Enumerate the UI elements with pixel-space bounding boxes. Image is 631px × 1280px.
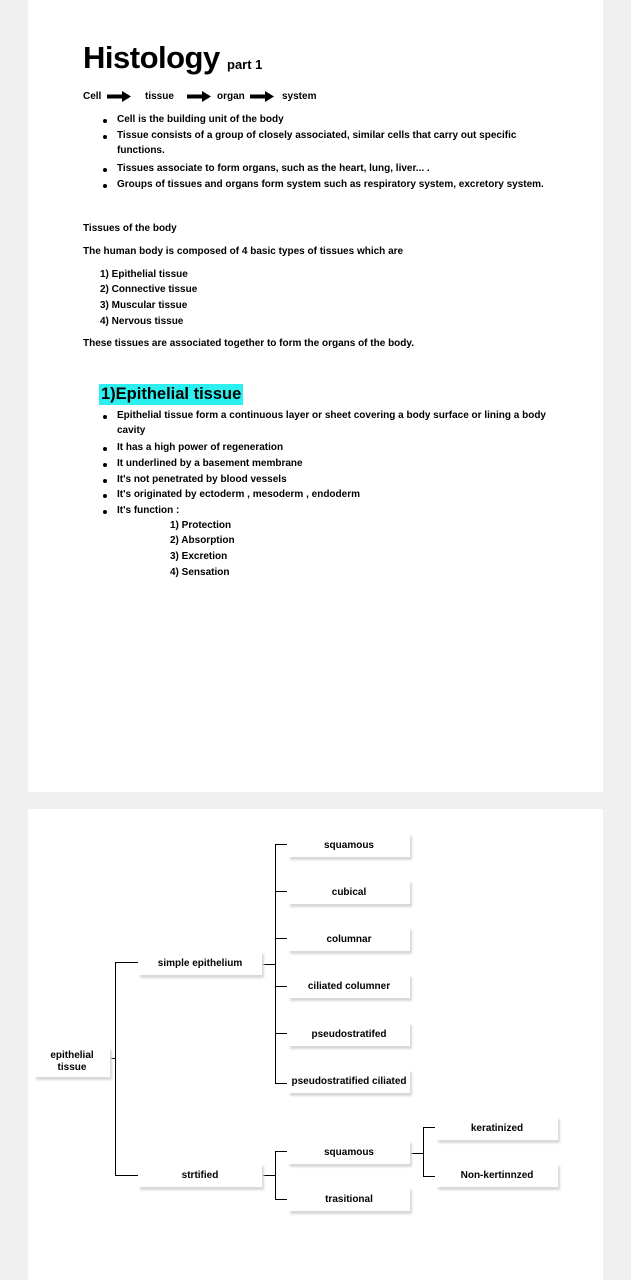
node-label: cubical — [331, 886, 367, 898]
epithelial-bullet: It's not penetrated by blood vessels — [117, 474, 287, 485]
bullet-icon — [103, 510, 107, 514]
flow-tissue: tissue — [145, 91, 174, 102]
bullet-icon — [103, 168, 107, 172]
connector-line — [275, 1151, 287, 1152]
function-item: 4) Sensation — [170, 567, 230, 578]
function-item: 3) Excretion — [170, 551, 228, 562]
connector-line — [275, 986, 287, 987]
epithelial-bullet-continued: cavity — [117, 425, 146, 436]
tissues-intro: The human body is composed of 4 basic types of tissues which are — [83, 246, 404, 257]
connector-line — [275, 844, 276, 1084]
bullet-icon — [103, 447, 107, 451]
simple-type-node — [288, 880, 410, 904]
epithelial-bullet: It has a high power of regeneration — [117, 442, 284, 453]
intro-bullet: Tissue consists of a group of closely associated, similar cells that carry out specific — [117, 130, 517, 141]
connector-line — [423, 1176, 435, 1177]
node-label: squamous — [323, 839, 374, 851]
tissues-heading: Tissues of the body — [83, 223, 177, 234]
node-label: epithelial tissue — [50, 1050, 94, 1073]
arrow-right-icon — [107, 91, 131, 102]
node-label: squamous — [323, 1146, 374, 1158]
intro-bullet-continued: functions. — [117, 145, 165, 156]
connector-line — [275, 1151, 276, 1199]
simple-type-node — [288, 974, 410, 998]
node-label: pseudostratifed — [311, 1028, 387, 1040]
connector-line — [275, 891, 287, 892]
tissue-type-item: 3) Muscular tissue — [100, 300, 188, 311]
node-label: simple epithelium — [157, 957, 243, 969]
function-item: 2) Absorption — [170, 535, 235, 546]
bullet-icon — [103, 479, 107, 483]
simple-type-node — [288, 833, 410, 857]
epithelial-heading: 1)Epithelial tissue — [101, 385, 242, 403]
connector-line — [275, 938, 287, 939]
stratified-type-node — [288, 1187, 410, 1211]
tissue-type-item: 2) Connective tissue — [100, 284, 198, 295]
simple-type-node — [288, 1022, 410, 1046]
simple-type-node — [288, 927, 410, 951]
bullet-icon — [103, 463, 107, 467]
connector-line — [275, 1199, 287, 1200]
connector-line — [115, 1175, 138, 1176]
flow-system: system — [282, 91, 317, 102]
diagram-root-node — [34, 1047, 110, 1077]
epithelial-bullet: It's function : — [117, 505, 180, 516]
tissue-type-item: 4) Nervous tissue — [100, 316, 184, 327]
epithelial-bullet: It underlined by a basement membrane — [117, 458, 303, 469]
document-page-1 — [28, 0, 603, 792]
connector-line — [263, 1175, 275, 1176]
connector-line — [275, 844, 287, 845]
page-title: Histology — [83, 40, 220, 75]
connector-line — [423, 1127, 435, 1128]
flow-organ: organ — [217, 91, 245, 102]
node-label: strtified — [181, 1169, 219, 1181]
flow-cell: Cell — [83, 91, 102, 102]
arrow-right-icon — [250, 91, 274, 102]
simple-type-node — [288, 1069, 410, 1093]
squamous-type-node — [436, 1116, 558, 1140]
connector-line — [115, 962, 138, 963]
tissues-summary: These tissues are associated together to form the organs of the body. — [83, 338, 414, 349]
node-label: pseudostratified ciliated — [291, 1075, 407, 1087]
title-part: part 1 — [227, 57, 263, 72]
stratified-node — [138, 1163, 262, 1187]
document-page-2 — [28, 809, 603, 1280]
bullet-icon — [103, 415, 107, 419]
intro-bullet: Tissues associate to form organs, such as the heart, lung, liver... . — [117, 163, 430, 174]
node-label: keratinized — [470, 1122, 524, 1134]
arrow-right-icon — [187, 91, 211, 102]
connector-line — [263, 964, 275, 965]
bullet-icon — [103, 119, 107, 123]
connector-line — [411, 1153, 423, 1154]
intro-bullet: Cell is the building unit of the body — [117, 114, 284, 125]
bullet-icon — [103, 135, 107, 139]
connector-line — [115, 962, 116, 1176]
bullet-icon — [103, 184, 107, 188]
squamous-type-node — [436, 1163, 558, 1187]
stratified-type-node — [288, 1140, 410, 1164]
node-label: trasitional — [325, 1193, 373, 1205]
function-item: 1) Protection — [170, 520, 232, 531]
node-label: Non-kertinnzed — [460, 1169, 534, 1181]
epithelial-bullet: It's originated by ectoderm , mesoderm , endoderm — [117, 489, 360, 500]
epithelial-bullet: Epithelial tissue form a continuous layer or sheet covering a body surface or lining a body — [117, 410, 546, 421]
bullet-icon — [103, 494, 107, 498]
intro-bullet: Groups of tissues and organs form system such as respiratory system, excretory system. — [117, 179, 544, 190]
connector-line — [275, 1033, 287, 1034]
tissue-type-item: 1) Epithelial tissue — [100, 269, 188, 280]
connector-line — [275, 1083, 287, 1084]
node-label: ciliated columner — [307, 980, 391, 992]
connector-line — [423, 1127, 424, 1177]
node-label: columnar — [326, 933, 372, 945]
simple-epithelium-node — [138, 951, 262, 975]
